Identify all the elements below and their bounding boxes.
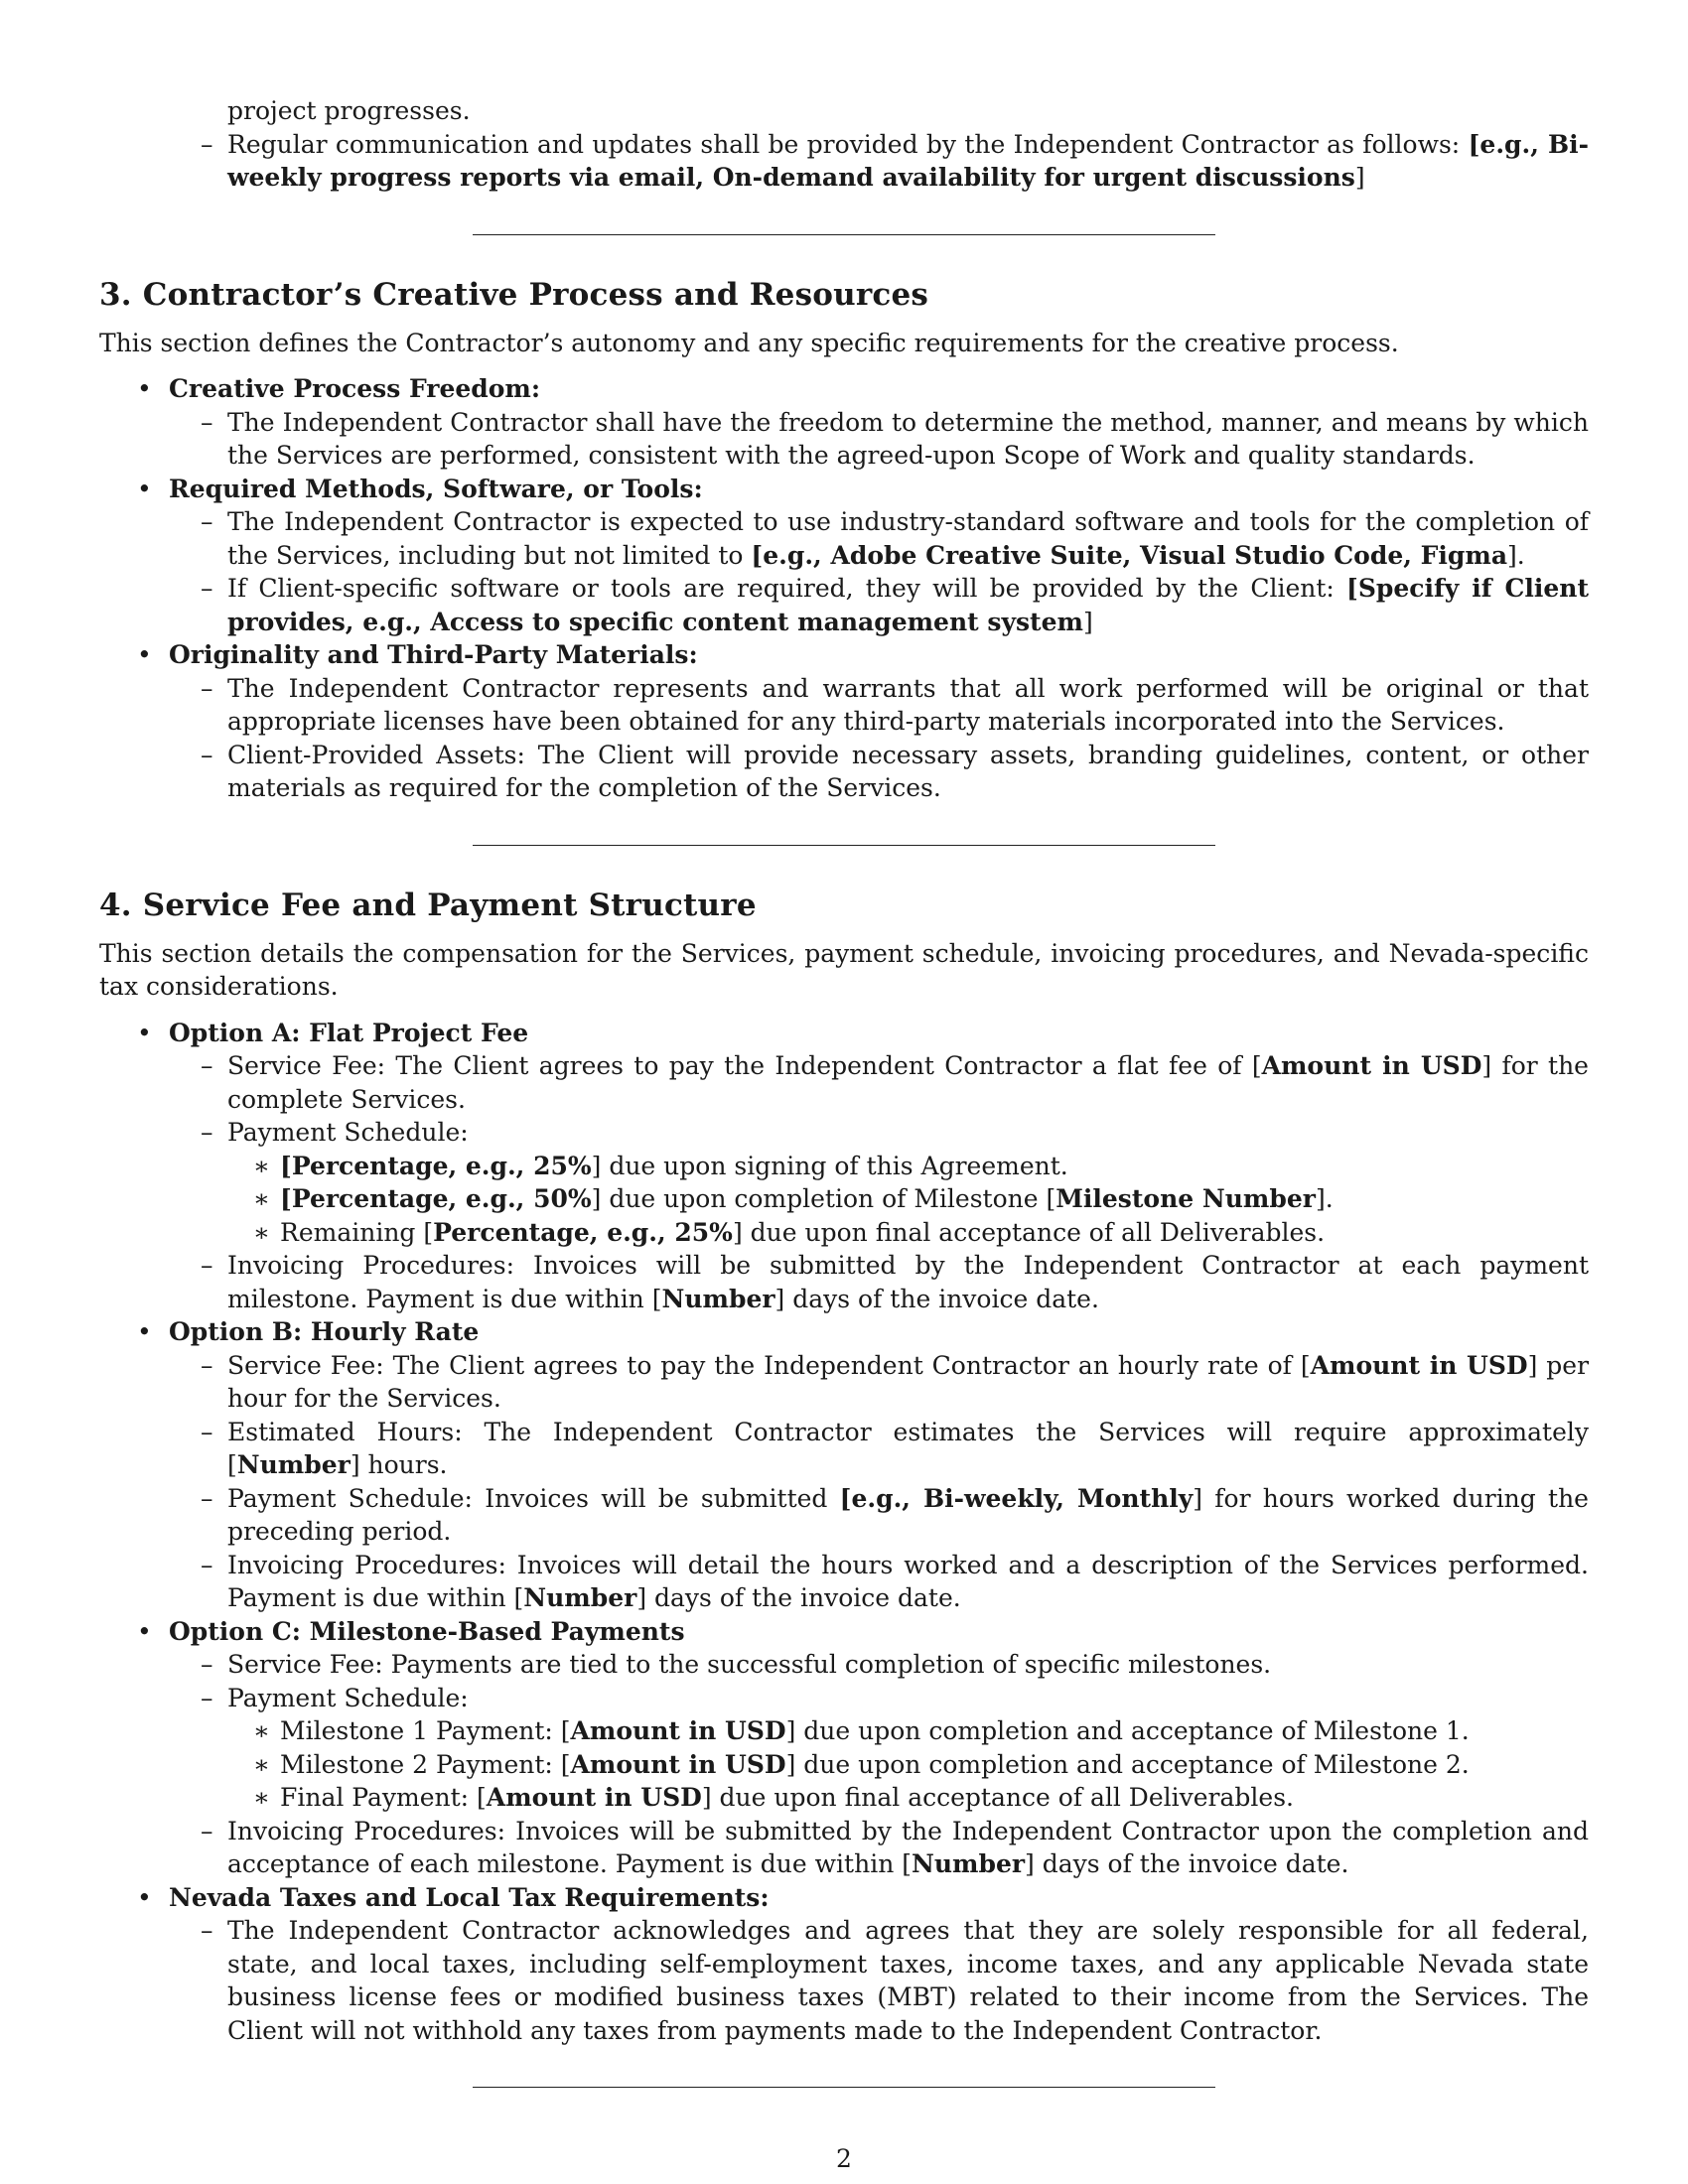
- dash-bullet: –: [201, 129, 213, 159]
- list-item: – Regular communication and updates shall be provided by the Independent Contractor as follows: [e.g., Bi-weekly progress reports via email, On-demand availability for urgent discussions]: [201, 129, 1589, 192]
- list-item: ∗ Final Payment: [Amount in USD] due upon final acceptance of all Deliverables.: [253, 1783, 1294, 1812]
- list-item: – The Independent Contractor represents and warrants that all work performed will be original or that appropriate licenses have been obtained for any third-party materials incorporated into the Services.: [201, 673, 1589, 736]
- list-item: • Option B: Hourly Rate – Service Fee: The Client agrees to pay the Independent Contractor an hourly rate of [Amount in USD] per hour for the Services. – Estimated Hours: The Independent Contractor estimates the Services will require approximately [Number] hours. – Payment Schedule: Invoices will be submitted [e.g., Bi-weekly, Monthly] for hours worked during the preceding period. – Invoicing Procedures: Invoices will detail the hours worked and a description of the Services performed. Payment is due within [Number] days of the invoice date.: [99, 1315, 1589, 1615]
- list-item: – Payment Schedule: Invoices will be submitted [e.g., Bi-weekly, Monthly] for hours worked during the preceding period.: [201, 1483, 1589, 1546]
- list-item-title: Originality and Third-Party Materials:: [169, 640, 698, 669]
- horizontal-divider: [473, 845, 1215, 846]
- list-item: – The Independent Contractor is expected to use industry-standard software and tools for the completion of the Services, including but not limited to [e.g., Adobe Creative Suite, Visual Studio Code, Figma].: [201, 507, 1589, 570]
- page-number: 2: [836, 2144, 852, 2173]
- document-page: [99, 94, 1589, 2088]
- section-heading: 3. Contractor’s Creative Process and Resources: [99, 276, 929, 313]
- list-item: – The Independent Contractor acknowledges and agrees that they are solely responsible for all federal, state, and local taxes, including self-employment taxes, income taxes, and any applicable Nevada state business license fees or modified business taxes (MBT) related to their income from the Services. The Client will not withhold any taxes from payments made to the Independent Contractor.: [201, 1916, 1589, 2045]
- list-item: • Option A: Flat Project Fee – Service Fee: The Client agrees to pay the Independent Contractor a flat fee of [Amount in USD] for the complete Services. – Payment Schedule: ∗ [Percentage, e.g., 25%] due upon signing of this Agreement. ∗ [Percentage, e.g., 50%] due upon completion of Milestone [Milestone Number]. ∗ Remaining [Percentage, e.g., 25%] due upon final acceptance of all Deliverables. – Invoicing Procedures: Invoices will be submitted by the Independent Contractor at each payment milestone. Payment is due within [Number] days of the invoice date.: [99, 1017, 1589, 1316]
- list-item: – Service Fee: Payments are tied to the successful completion of specific milestones.: [201, 1650, 1272, 1679]
- list-item: [99, 372, 1589, 473]
- list-item: – Client-Provided Assets: The Client will provide necessary assets, branding guidelines, content, or other materials as required for the completion of the Services.: [201, 740, 1589, 802]
- list-item: – Invoicing Procedures: Invoices will be submitted by the Independent Contractor at each payment milestone. Payment is due within [Number] days of the invoice date.: [201, 1251, 1589, 1313]
- list-item: • Required Methods, Software, or Tools: – The Independent Contractor is expected to use industry-standard software and tools for the completion of the Services, including but not limited to [e.g., Adobe Creative Suite, Visual Studio Code, Figma]. – If Client-specific software or tools are required, they will be provided by the Client: [Specify if Client provides, e.g., Access to specific content management system]: [99, 473, 1589, 639]
- list-item: • Originality and Third-Party Materials: – The Independent Contractor represents and warrants that all work performed will be original or that appropriate licenses have been obtained for any third-party materials incorporated into the Services. – Client-Provided Assets: The Client will provide necessary assets, branding guidelines, content, or other materials as required for the completion of the Services.: [99, 638, 1589, 805]
- list-item-title: Nevada Taxes and Local Tax Requirements:: [169, 1882, 770, 1912]
- list-item: – If Client-specific software or tools are required, they will be provided by the Client: [Specify if Client provides, e.g., Access to specific content management system]: [201, 574, 1589, 636]
- horizontal-divider: [473, 234, 1215, 235]
- list-item-title: Creative Process Freedom:: [169, 374, 541, 403]
- list-item: – Invoicing Procedures: Invoices will be submitted by the Independent Contractor upon the completion and acceptance of each milestone. Payment is due within [Number] days of the invoice date.: [201, 1816, 1589, 1878]
- list-item: – Payment Schedule: ∗ [Percentage, e.g., 25%] due upon signing of this Agreement. ∗ [Percentage, e.g., 50%] due upon completion of Milestone [Milestone Number]. ∗ Remaining [Percentage, e.g., 25%] due upon final acceptance of all Deliverables.: [169, 1116, 1589, 1249]
- list-item-title: Option B: Hourly Rate: [169, 1317, 480, 1346]
- list-item-title: Option A: Flat Project Fee: [169, 1018, 529, 1047]
- section-intro: This section details the compensation for the Services, payment schedule, invoicing procedures, and Nevada-specific tax considerations.: [99, 938, 1589, 1001]
- list-item-text: project progresses.: [227, 96, 471, 125]
- list-item: – Estimated Hours: The Independent Contractor estimates the Services will require approximately [Number] hours.: [201, 1417, 1589, 1479]
- list-item: – Payment Schedule: ∗ Milestone 1 Payment: [Amount in USD] due upon completion and acceptance of Milestone 1. ∗ Milestone 2 Payment: [Amount in USD] due upon completion and acceptance of Milestone 2. ∗ Final Payment: [Amount in USD] due upon final acceptance of all Deliverables.: [169, 1682, 1589, 1815]
- list-item: ∗ Milestone 1 Payment: [Amount in USD] due upon completion and acceptance of Milestone 1.: [253, 1716, 1470, 1745]
- horizontal-divider: [473, 2087, 1215, 2088]
- list-item: ∗ [Percentage, e.g., 50%] due upon completion of Milestone [Milestone Number].: [253, 1184, 1334, 1213]
- bullet: •: [137, 374, 152, 403]
- list-item: ∗ Milestone 2 Payment: [Amount in USD] due upon completion and acceptance of Milestone 2.: [253, 1749, 1470, 1779]
- list-item: ∗ Remaining [Percentage, e.g., 25%] due upon final acceptance of all Deliverables.: [253, 1217, 1326, 1247]
- list-item: – Invoicing Procedures: Invoices will detail the hours worked and a description of the Services performed. Payment is due within [Number] days of the invoice date.: [201, 1550, 1589, 1612]
- list-item: – Service Fee: The Client agrees to pay the Independent Contractor an hourly rate of [Amount in USD] per hour for the Services.: [201, 1350, 1590, 1413]
- list-item: [169, 94, 1589, 128]
- list-item: – The Independent Contractor shall have the freedom to determine the method, manner, and means by which the Services are performed, consistent with the agreed-upon Scope of Work and quality standards.: [201, 407, 1589, 470]
- list-item: ∗ [Percentage, e.g., 25%] due upon signing of this Agreement.: [253, 1151, 1068, 1180]
- section-4-list: [99, 1017, 1589, 2048]
- section-2-continuation: [169, 94, 1589, 195]
- section-intro: This section defines the Contractor’s autonomy and any specific requirements for the creative process.: [99, 328, 1399, 357]
- section-heading: 4. Service Fee and Payment Structure: [99, 887, 757, 923]
- list-item: • Option C: Milestone-Based Payments – Service Fee: Payments are tied to the successful completion of specific milestones. – Payment Schedule: ∗ Milestone 1 Payment: [Amount in USD] due upon completion and acceptance of Milestone 1. ∗ Milestone 2 Payment: [Amount in USD] due upon completion and acceptance of Milestone 2. ∗ Final Payment: [Amount in USD] due upon final acceptance of all Deliverables. – Invoicing Procedures: Invoices will be submitted by the Independent Contractor upon the completion and acceptance of each milestone. Payment is due within [Number] days of the invoice date.: [99, 1615, 1589, 1881]
- section-3-list: [99, 372, 1589, 805]
- list-item: • Nevada Taxes and Local Tax Requirements: – The Independent Contractor acknowledges and agrees that they are solely responsible for all federal, state, and local taxes, including self-employment taxes, income taxes, and any applicable Nevada state business license fees or modified business taxes (MBT) related to their income from the Services. The Client will not withhold any taxes from payments made to the Independent Contractor.: [99, 1881, 1589, 2048]
- list-item: – Service Fee: The Client agrees to pay the Independent Contractor a flat fee of [Amount in USD] for the complete Services.: [201, 1051, 1589, 1114]
- list-item-title: Required Methods, Software, or Tools:: [169, 474, 703, 503]
- list-item-title: Option C: Milestone-Based Payments: [169, 1616, 685, 1646]
